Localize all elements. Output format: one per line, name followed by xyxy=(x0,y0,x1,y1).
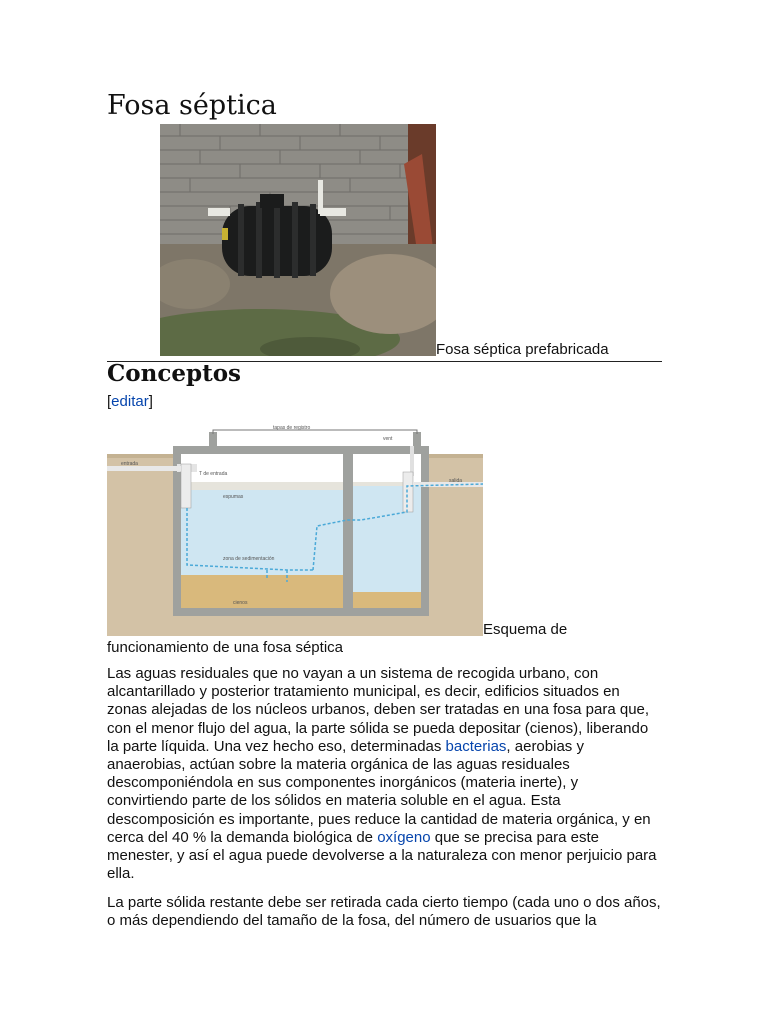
section-heading: Conceptos xyxy=(107,360,242,387)
diagram-label-te-entrada: T de entrada xyxy=(199,471,228,477)
diagram-label-entrada: entrada xyxy=(121,461,138,467)
edit-link[interactable]: editar xyxy=(111,393,149,410)
diagram-illustration xyxy=(107,420,483,636)
diagram-label-zona: zona de sedimentación xyxy=(223,556,275,562)
diagram-label-espumas: espumas xyxy=(223,494,244,500)
photo-caption: Fosa séptica prefabricada xyxy=(436,341,609,358)
septic-tank-diagram[interactable] xyxy=(107,420,483,636)
diagram-label-cienos: cienos xyxy=(233,600,248,606)
diagram-caption-start: Esquema de xyxy=(483,621,568,638)
bacterias-link[interactable]: bacterias xyxy=(445,737,507,755)
paragraph-1 xyxy=(107,665,663,883)
paragraph-2: La parte sólida restante debe ser retirada cada cierto tiempo (cada uno o dos años, o más dependiendo del tamaño de la fosa, del número de usuarios que la xyxy=(107,894,661,930)
diagram-label-salida: salida xyxy=(449,478,463,484)
paragraph-1-text-c: que se precisa para este menester, y así el agua puede devolverse a la naturaleza con menor perjuicio para ella. xyxy=(107,828,657,883)
diagram-label-tapas: tapas de registro xyxy=(273,425,311,431)
diagram-caption-end: funcionamiento de una fosa séptica xyxy=(107,639,343,656)
edit-section: [editar] xyxy=(107,393,153,410)
paragraph-1-text-a: Las aguas residuales que no vayan a un sistema de recogida urbano, con alcantarillado y posterior tratamiento municipal, es decir, edificios situados en zonas alejadas de los núcleos urbanos, deben ser tratadas en una fosa para que, con el menor flujo del agua, la parte sólida se pueda depositar (cienos), liberando la parte líquida. Una vez hecho eso, determinadas xyxy=(107,665,650,755)
septic-tank-photo[interactable] xyxy=(160,124,436,356)
paragraph-1-text-b: , aerobias y anaerobias, actúan sobre la materia orgánica de las aguas residuales descomponiéndola en sus componentes inorgánicos (materia inerte), y convirtiendo parte de los sólidos en materia soluble en el agua. Esta descomposición es importante, pues reduce la cantidad de materia orgánica, y en cerca del 40 % la demanda biológica de xyxy=(107,737,651,846)
page-title: Fosa séptica xyxy=(107,90,277,121)
oxigeno-link[interactable]: oxígeno xyxy=(377,828,431,846)
photo-illustration xyxy=(160,124,436,356)
diagram-label-vent: vent xyxy=(383,436,393,442)
